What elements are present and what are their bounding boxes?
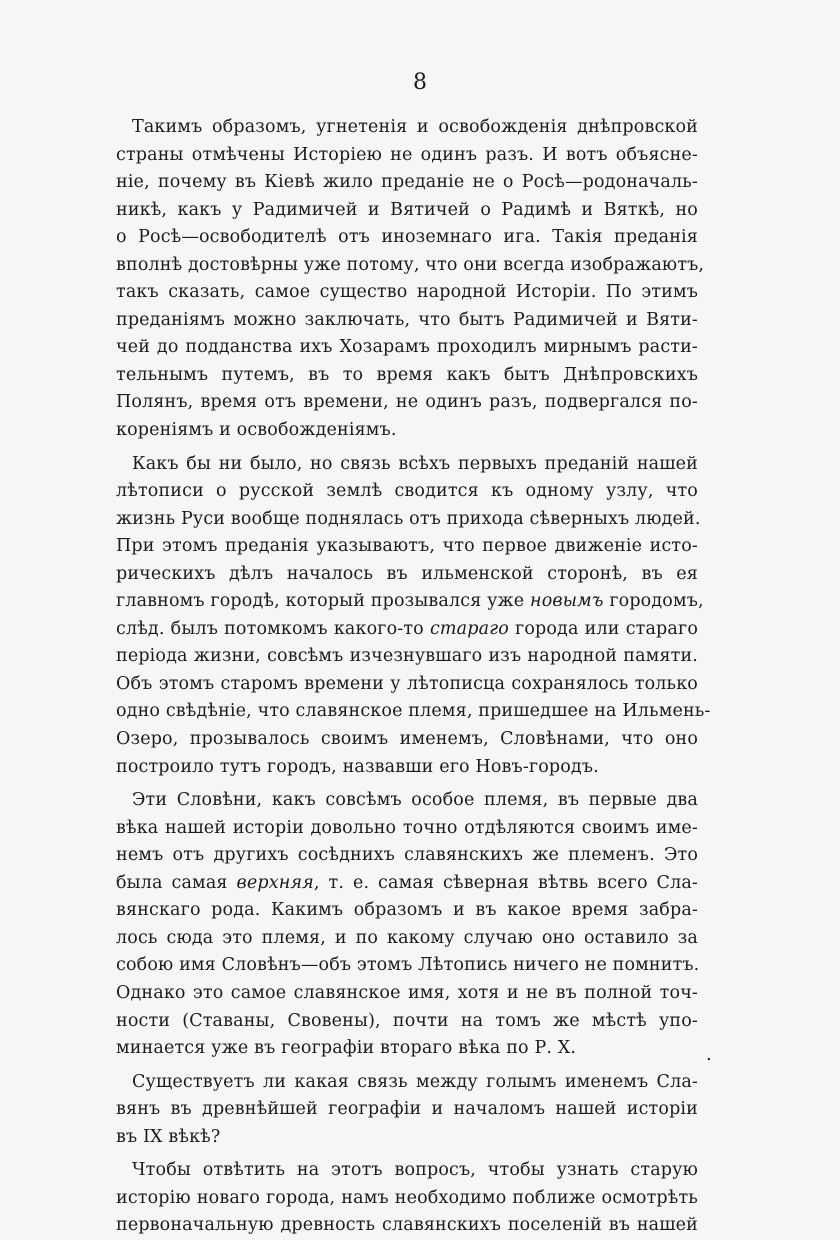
text-segment: городомъ,	[603, 591, 704, 612]
italic-emphasis: верхняя	[236, 872, 314, 893]
text-line: исторію новаго города, намъ необходимо поближе осмотрѣть	[116, 1187, 698, 1208]
text-line: Объ этомъ старомъ времени у лѣтописца сохранялось только	[116, 673, 698, 694]
text-line: рическихъ дѣлъ началось въ ильменской сторонѣ, въ ея	[116, 563, 698, 584]
italic-emphasis: новымъ	[530, 591, 604, 612]
text-line: При этомъ преданія указываютъ, что первое движеніе исто-	[116, 536, 698, 557]
text-line: такъ сказать, самое существо народной Исторіи. По этимъ	[116, 282, 698, 303]
text-line: лось сюда это племя, и по какому случаю оно оставило за	[116, 927, 698, 948]
text-line: построило тутъ городъ, назвавши его Новъ-городъ.	[116, 756, 599, 777]
text-line: Полянъ, время отъ времени, не одинъ разъ, подвергался по-	[116, 392, 698, 413]
text-line: одно свѣдѣніе, что славянское племя, пришедшее на Ильмень-	[116, 701, 711, 722]
text-segment: , т. е. самая сѣверная вѣтвь всего Сла-	[313, 872, 698, 893]
text-segment: была самая	[116, 872, 237, 893]
text-line: жизнь Руси вообще поднялась отъ прихода сѣверныхъ людей.	[116, 508, 701, 529]
text-line: ніе, почему въ Кіевѣ жило преданіе не о Росѣ—родоначаль-	[116, 172, 698, 193]
text-line: собою имя Словѣнъ—объ этомъ Лѣтопись ничего не помнитъ.	[116, 955, 700, 976]
text-line	[116, 870, 698, 898]
text-line: Чтобы отвѣтить на этотъ вопросъ, чтобы узнать старую	[132, 1160, 698, 1181]
text-line: никѣ, какъ у Радимичей и Вятичей о Радимѣ и Вяткѣ, но	[116, 199, 698, 220]
text-line: преданіямъ можно заключать, что бытъ Радимичей и Вяти-	[116, 309, 698, 330]
text-line: Однако это самое славянское имя, хотя и не въ полной точ-	[116, 982, 698, 1003]
text-line: Такимъ образомъ, угнетенія и освобожденія днѣпровской	[132, 117, 698, 137]
text-line: немъ отъ другихъ сосѣднихъ славянскихъ же племенъ. Это	[116, 845, 698, 866]
text-line: періода жизни, совсѣмъ изчезнувшаго изъ народной памяти.	[116, 646, 698, 667]
text-line	[116, 588, 704, 616]
text-segment: города или стараго	[508, 618, 698, 639]
text-segment: слѣд. былъ потомкомъ какого-то	[116, 618, 430, 639]
text-line: минается уже въ географіи втораго вѣка по Р. Х.	[116, 1038, 577, 1059]
text-line: чей до подданства ихъ Хозарамъ проходилъ мирнымъ расти-	[116, 337, 698, 358]
text-line: вянъ въ древнѣйшей географіи и началомъ нашей исторіи	[116, 1099, 698, 1120]
text-segment: главномъ городѣ, который прозывался уже	[116, 591, 531, 612]
text-line: въ IX вѣкѣ?	[116, 1126, 221, 1147]
text-line: Существуетъ ли какая связь между голымъ именемъ Сла-	[132, 1071, 698, 1092]
text-line: ности (Ставаны, Свовены), почти на томъ же мѣстѣ упо-	[116, 1010, 698, 1031]
text-line: Эти Словѣни, какъ совсѣмъ особое племя, въ первые два	[132, 790, 698, 811]
text-line: Озеро, прозывалось своимъ именемъ, Словѣнами, что оно	[116, 729, 698, 750]
text-line: вполнѣ достовѣрны уже потому, что они всегда изображаютъ,	[116, 254, 705, 275]
text-line	[116, 616, 698, 644]
page-number: 8	[413, 70, 427, 95]
text-line: страны отмѣчены Исторіею не одинъ разъ. И вотъ объясне-	[116, 144, 698, 165]
text-line: первоначальную древность славянскихъ поселеній въ нашей	[116, 1215, 698, 1236]
text-line: лѣтописи о русской землѣ сводится къ одному узлу, что	[116, 481, 698, 502]
text-line: о Росѣ—освободителѣ отъ иноземнаго ига. Такія преданія	[116, 227, 698, 248]
text-line: кореніямъ и освобожденіямъ.	[116, 420, 397, 441]
text-line: вянскаго рода. Какимъ образомъ и въ какое время забра-	[116, 900, 698, 921]
italic-emphasis: стараго	[429, 618, 509, 639]
text-line: тельнымъ путемъ, въ то время какъ бытъ Днѣпровскихъ	[116, 364, 698, 385]
text-line: Какъ бы ни было, но связь всѣхъ первыхъ преданій нашей	[132, 453, 698, 474]
margin-mark: .	[706, 1044, 712, 1065]
body-text	[116, 114, 711, 1240]
text-line: вѣка нашей исторіи довольно точно отдѣляются своимъ име-	[116, 817, 698, 838]
